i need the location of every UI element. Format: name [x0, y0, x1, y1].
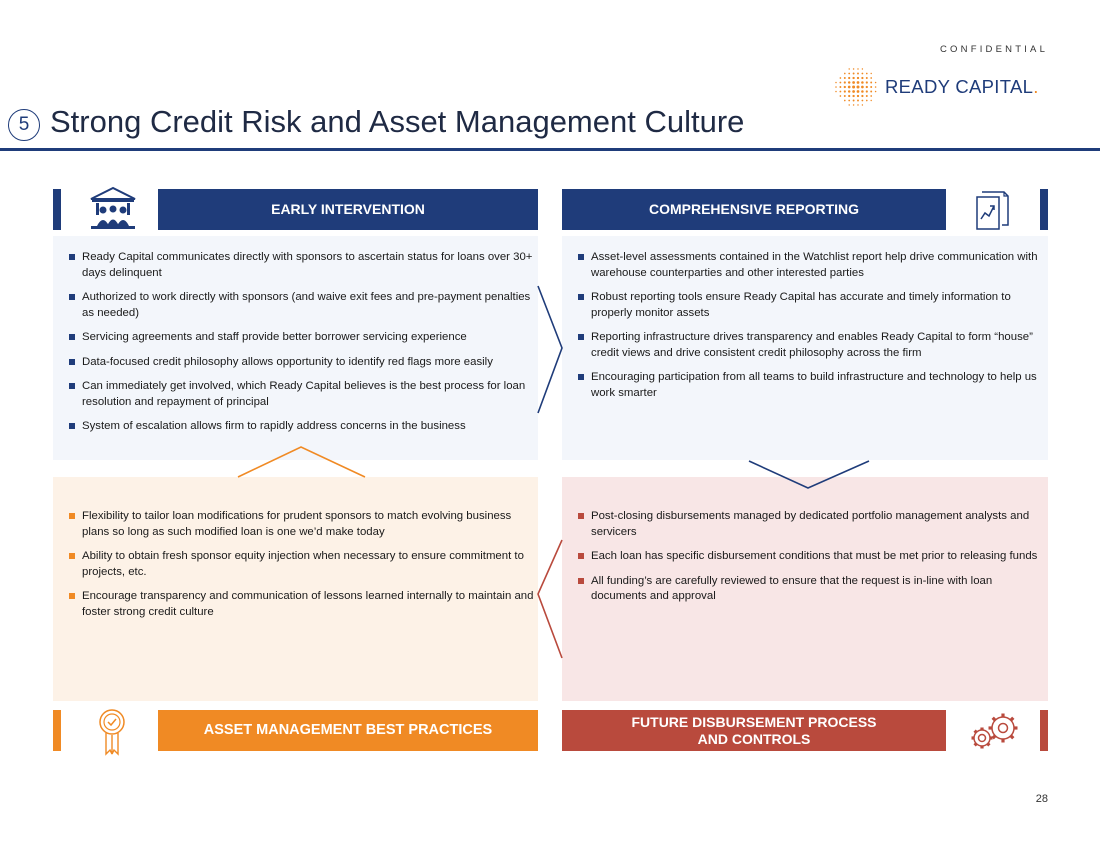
future-disbursement-header-line1: FUTURE DISBURSEMENT PROCESS	[631, 713, 877, 730]
list-item: Flexibility to tailor loan modifications for prudent sponsors to match evolving business plans so long as such modified loan is one we’d make today	[53, 509, 538, 540]
section-number-badge: 5	[8, 109, 40, 141]
list-item: Ready Capital communicates directly with sponsors to ascertain status for loans over 30+ days delinquent	[53, 250, 538, 281]
list-item: All funding’s are carefully reviewed to ensure that the request is in-line with loan documents and approval	[562, 574, 1048, 605]
ready-capital-logo: READY CAPITAL.	[833, 66, 1053, 108]
list-item: Each loan has specific disbursement conditions that must be met prior to releasing funds	[562, 549, 1048, 565]
list-item: Robust reporting tools ensure Ready Capital has accurate and timely information to properly monitor assets	[562, 290, 1048, 321]
bank-building-people-icon	[88, 186, 138, 232]
award-ribbon-icon	[95, 705, 129, 757]
list-item: Can immediately get involved, which Ready Capital believes is the best process for loan resolution and repayment of principal	[53, 379, 538, 410]
asset-management-accent-bar	[53, 710, 61, 751]
early-intervention-header: EARLY INTERVENTION	[158, 189, 538, 230]
page-title: Strong Credit Risk and Asset Management Culture	[50, 104, 745, 139]
list-item: Asset-level assessments contained in the Watchlist report help drive communication with warehouse counterparties and other interested parties	[562, 250, 1048, 281]
title-divider	[0, 148, 1100, 151]
early-intervention-bullets	[53, 250, 538, 444]
page-number: 28	[1035, 793, 1048, 805]
logo-dots-icon	[833, 66, 879, 108]
asset-management-header: ASSET MANAGEMENT BEST PRACTICES	[158, 710, 538, 751]
list-item: Servicing agreements and staff provide better borrower servicing experience	[53, 330, 538, 346]
confidential-label: CONFIDENTIAL	[940, 44, 1049, 55]
list-item: System of escalation allows firm to rapidly address concerns in the business	[53, 419, 538, 435]
chevron-right-connector	[538, 286, 562, 413]
list-item: Post-closing disbursements managed by dedicated portfolio management analysts and servicers	[562, 509, 1048, 540]
comprehensive-reporting-header: COMPREHENSIVE REPORTING	[562, 189, 946, 230]
future-disbursement-bullets	[562, 509, 1048, 614]
list-item: Encouraging participation from all teams to build infrastructure and technology to help us work smarter	[562, 370, 1048, 401]
gears-icon	[966, 711, 1022, 753]
future-disbursement-accent-bar	[1040, 710, 1048, 751]
future-disbursement-header	[562, 710, 946, 751]
report-chart-icon	[974, 189, 1012, 231]
asset-management-bullets	[53, 509, 538, 629]
list-item: Authorized to work directly with sponsors (and waive exit fees and pre-payment penalties as needed)	[53, 290, 538, 321]
comprehensive-reporting-accent-bar	[1040, 189, 1048, 230]
comprehensive-reporting-bullets	[562, 250, 1048, 410]
early-intervention-accent-bar	[53, 189, 61, 230]
list-item: Ability to obtain fresh sponsor equity injection when necessary to ensure commitment to projects, etc.	[53, 549, 538, 580]
list-item: Reporting infrastructure drives transparency and enables Ready Capital to form “house” credit views and drive consistent credit philosophy across the firm	[562, 330, 1048, 361]
future-disbursement-header-line2: AND CONTROLS	[697, 730, 811, 747]
list-item: Encourage transparency and communication of lessons learned internally to maintain and foster strong credit culture	[53, 589, 538, 620]
chevron-left-connector	[538, 540, 562, 658]
list-item: Data-focused credit philosophy allows opportunity to identify red flags more easily	[53, 355, 538, 371]
